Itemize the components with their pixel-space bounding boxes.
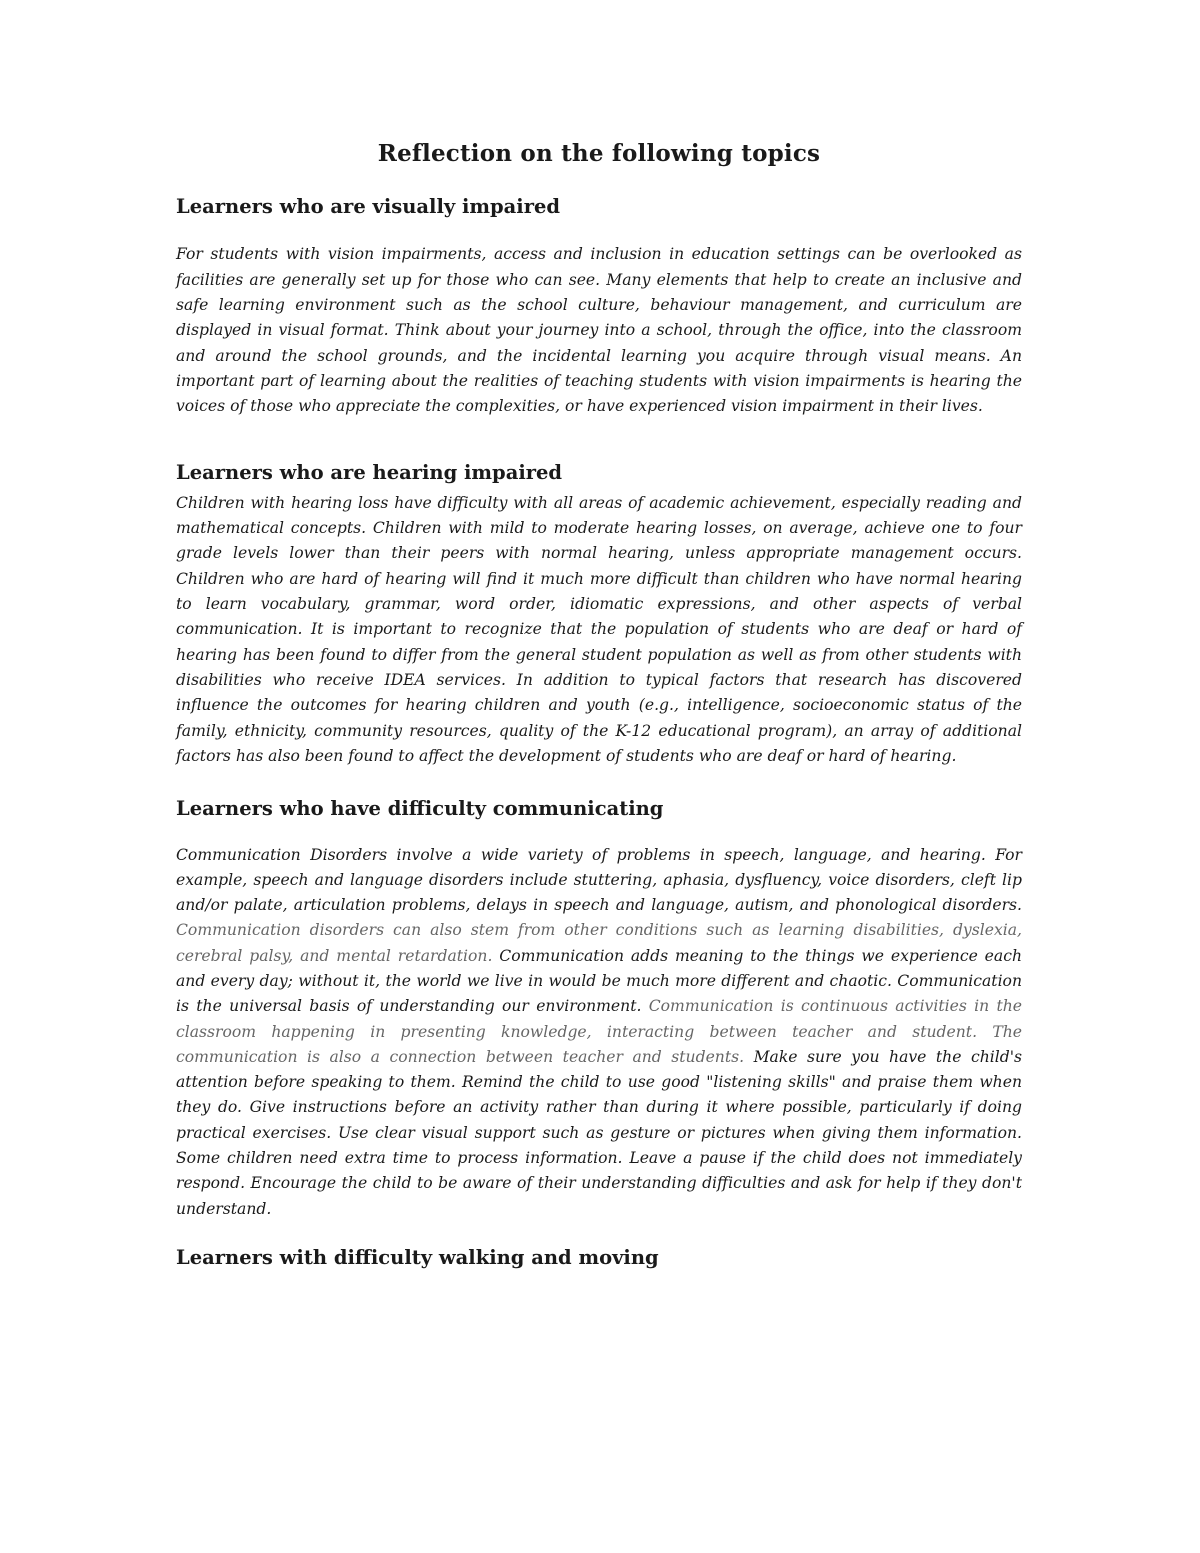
section-walking-moving xyxy=(176,1246,1022,1269)
section-heading: Learners who are hearing impaired xyxy=(176,461,563,485)
paragraph-text: Make sure you have the child's attention before speaking to them. Remind the child to use good "listening skills" and praise them when they do. Give instructions before an activity rather than during it where possible, particularly if doing practical exercises. Use clear visual support such as gesture or pictures when giving them information. Some children need extra time to process information. Leave a pause if the child does not immediately respond. Encourage the child to be aware of their understanding difficulties and ask for help if they don't understand. xyxy=(176,1047,1022,1218)
section-paragraph: Children with hearing loss have difficulty with all areas of academic achievement, especially reading and mathematical concepts. Children with mild to moderate hearing losses, on average, achieve one to four grade levels lower than their peers with normal hearing, unless appropriate management occurs. Children who are hard of hearing will find it much more difficult than children who have normal hearing to learn vocabulary, grammar, word order, idiomatic expressions, and other aspects of verbal communication. It is important to recognize that the population of students who are deaf or hard of hearing has been found to differ from the general student population as well as from other students with disabilities who receive IDEA services. In addition to typical factors that research has discovered influence the outcomes for hearing children and youth (e.g., intelligence, socioeconomic status of the family, ethnicity, community resources, quality of the K-12 educational program), an array of additional factors has also been found to affect the development of students who are deaf or hard of hearing. xyxy=(176,493,1022,765)
section-difficulty-communicating xyxy=(176,797,1022,1222)
section-hearing-impaired xyxy=(176,461,1022,769)
document-page xyxy=(176,140,1022,1269)
section-paragraph xyxy=(176,843,1022,1222)
section-heading: Learners who have difficulty communicating xyxy=(176,797,664,821)
section-visually-impaired xyxy=(176,195,1022,419)
section-heading: Learners with difficulty walking and moving xyxy=(176,1245,659,1269)
section-heading: Learners who are visually impaired xyxy=(176,195,561,218)
section-paragraph: For students with vision impairments, access and inclusion in education settings can be overlooked as facilities are generally set up for those who can see. Many elements that help to create an inclusive and safe learning environment such as the school culture, behaviour management, and curriculum are displayed in visual format. Think about your journey into a school, through the office, into the classroom and around the school grounds, and the incidental learning you acquire through visual means. An important part of learning about the realities of teaching students with vision impairments is hearing the voices of those who appreciate the complexities, or have experienced vision impairment in their lives. xyxy=(176,245,1022,416)
paragraph-text-grey: Communication is continuous activities in the classroom happening in presenting knowledge, interacting between teacher and student. The communication is also a connection between teacher and students. xyxy=(176,997,1023,1066)
paragraph-text-grey: Communication disorders can also stem from other conditions such as learning disabilities, dyslexia, cerebral palsy, and mental retardation. xyxy=(176,921,1022,965)
paragraph-text: Communication adds meaning to the things we experience each and every day; without it, the world we live in would be much more different and chaotic. Communication is the universal basis of understanding our environment. xyxy=(176,946,1022,1016)
page-title: Reflection on the following topics xyxy=(377,140,821,167)
paragraph-text: Communication Disorders involve a wide variety of problems in speech, language, and hearing. For example, speech and language disorders include stuttering, aphasia, dysfluency, voice disorders, cleft lip and/or palate, articulation problems, delays in speech and language, autism, and phonological disorders. xyxy=(176,845,1022,915)
